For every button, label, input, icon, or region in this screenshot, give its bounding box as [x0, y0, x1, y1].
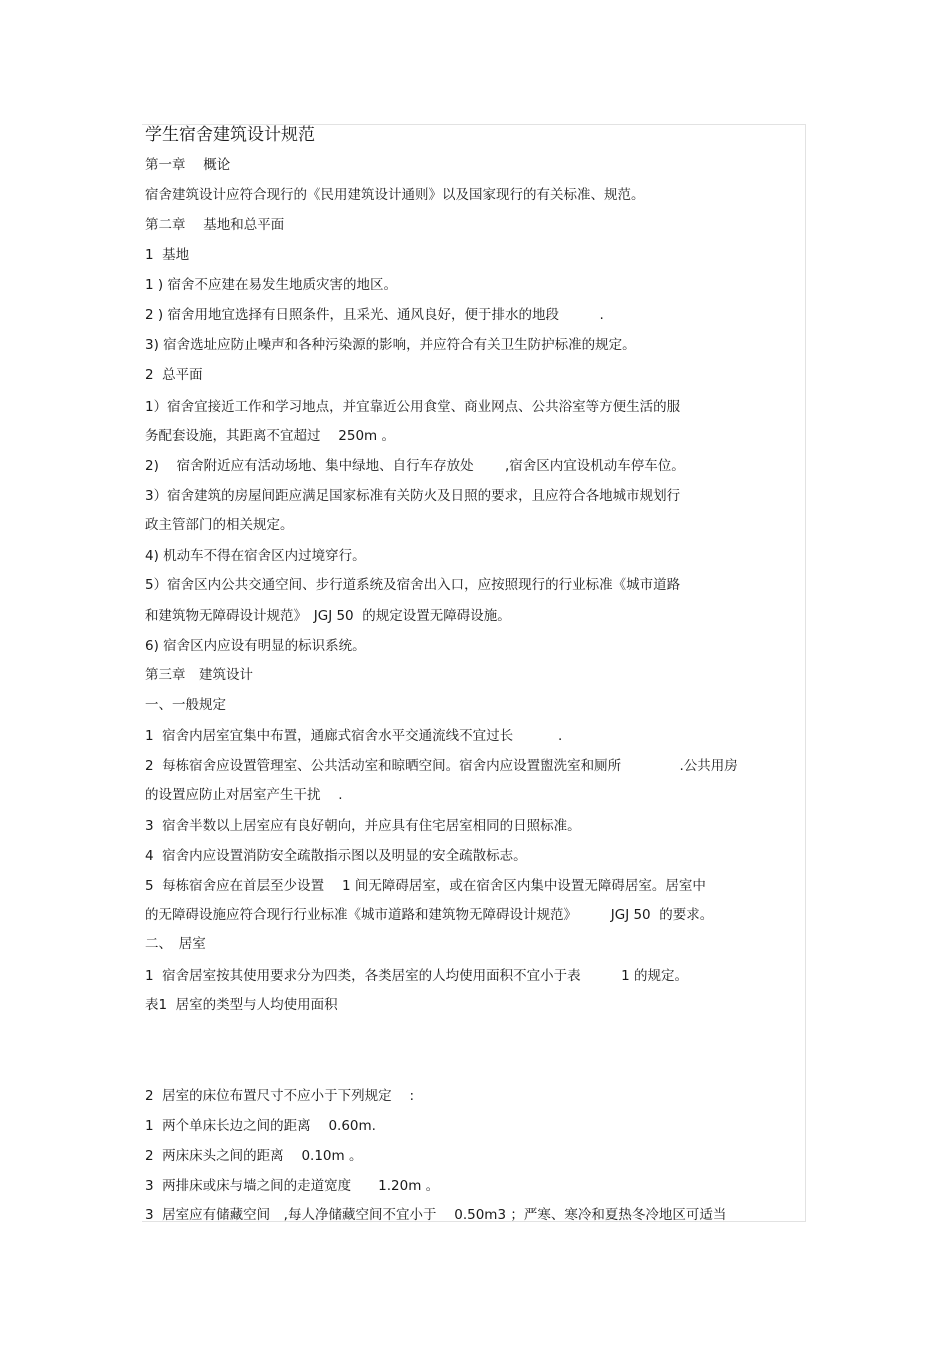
- paragraph: 3 两排床或床与墙之间的走道宽度 1.20m 。: [145, 1178, 440, 1194]
- paragraph: 2 ) 宿舍用地宜选择有日照条件，且采光、通风良好，便于排水的地段 .: [145, 307, 604, 323]
- paragraph: 2) 宿舍附近应有活动场地、集中绿地、自行车存放处 ,宿舍区内宜设机动车停车位。: [145, 458, 685, 474]
- chapter-2-heading: 第二章 基地和总平面: [145, 217, 285, 233]
- paragraph: 2 两床床头之间的距离 0.10m 。: [145, 1148, 363, 1164]
- paragraph: 的设置应防止对居室产生干扰 .: [145, 787, 343, 803]
- section-heading: 一、一般规定: [145, 697, 226, 713]
- paragraph: 3) 宿舍选址应防止噪声和各种污染源的影响，并应符合有关卫生防护标准的规定。: [145, 337, 636, 353]
- paragraph: 1 两个单床长边之间的距离 0.60m.: [145, 1118, 376, 1134]
- paragraph: 3）宿舍建筑的房屋间距应满足国家标准有关防火及日照的要求，且应符合各地城市规划行: [145, 488, 681, 504]
- paragraph: 6) 宿舍区内应设有明显的标识系统。: [145, 638, 366, 654]
- chapter-1-heading: 第一章 概论: [145, 157, 231, 173]
- paragraph: 4 宿舍内应设置消防安全疏散指示图以及明显的安全疏散标志。: [145, 848, 527, 864]
- section-heading: 二、 居室: [145, 936, 206, 952]
- paragraph: 3 宿舍半数以上居室应有良好朝向，并应具有住宅居室相同的日照标准。: [145, 818, 581, 834]
- paragraph: 5 每栋宿舍应在首层至少设置 1 间无障碍居室，或在宿舍区内集中设置无障碍居室。居室中: [145, 878, 706, 894]
- paragraph: 4) 机动车不得在宿舍区内过境穿行。: [145, 548, 366, 564]
- section-heading: 2 总平面: [145, 367, 203, 383]
- section-heading: 1 基地: [145, 247, 190, 263]
- paragraph: 政主管部门的相关规定。: [145, 517, 294, 533]
- paragraph: 5）宿舍区内公共交通空间、步行道系统及宿舍出入口，应按照现行的行业标准《城市道路: [145, 577, 681, 593]
- paragraph: 务配套设施，其距离不宜超过 250m 。: [145, 428, 396, 444]
- paragraph: 3 居室应有储藏空间 ,每人净储藏空间不宜小于 0.50m3 ；严寒、寒冷和夏热冬冷地区可适当: [145, 1207, 727, 1223]
- paragraph: 1 宿舍内居室宜集中布置，通廊式宿舍水平交通流线不宜过长 .: [145, 728, 563, 744]
- paragraph: 宿舍建筑设计应符合现行的《民用建筑设计通则》以及国家现行的有关标准、规范。: [145, 187, 645, 203]
- chapter-3-heading: 第三章 建筑设计: [145, 667, 253, 683]
- paragraph: 的无障碍设施应符合现行行业标准《城市道路和建筑物无障碍设计规范》 JGJ 50 的要求。: [145, 907, 714, 923]
- paragraph: 1）宿舍宜接近工作和学习地点，并宜靠近公用食堂、商业网点、公共浴室等方便生活的服: [145, 399, 681, 415]
- paragraph: 2 每栋宿舍应设置管理室、公共活动室和晾晒空间。宿舍内应设置盥洗室和厕所 .公共用房: [145, 758, 738, 774]
- table-caption: 表1 居室的类型与人均使用面积: [145, 997, 338, 1013]
- paragraph: 和建筑物无障碍设计规范》 JGJ 50 的规定设置无障碍设施。: [145, 608, 511, 624]
- paragraph: 1 ) 宿舍不应建在易发生地质灾害的地区。: [145, 277, 397, 293]
- document-title: 学生宿舍建筑设计规范: [145, 125, 315, 145]
- paragraph: 2 居室的床位布置尺寸不应小于下列规定 :: [145, 1088, 415, 1104]
- paragraph: 1 宿舍居室按其使用要求分为四类，各类居室的人均使用面积不宜小于表 1 的规定。: [145, 968, 689, 984]
